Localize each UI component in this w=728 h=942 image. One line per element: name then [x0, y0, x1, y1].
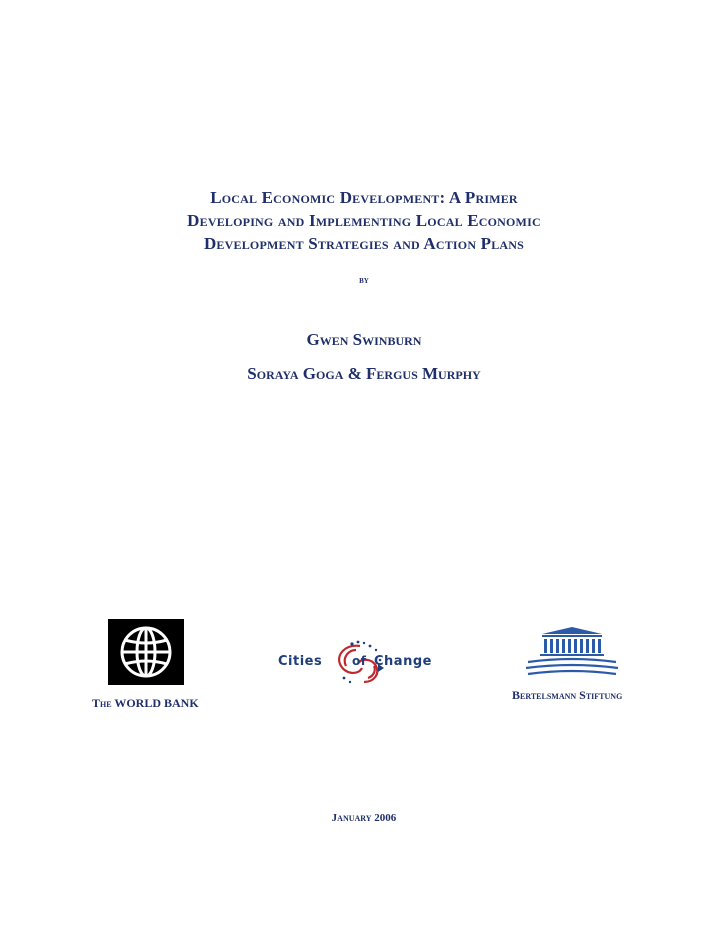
cities-of-change-logo	[278, 638, 442, 688]
coc-cities-text: Cities	[278, 654, 323, 669]
document-title	[0, 186, 728, 255]
publication-date: January 2006	[331, 812, 397, 824]
world-bank-label: The WORLD BANK	[92, 696, 199, 710]
building-icon	[522, 626, 622, 682]
title-line-1: Local Economic Development: A Primer	[210, 188, 518, 207]
title-line-3: Development Strategies and Action Plans	[203, 234, 525, 253]
title-line-2: Developing and Implementing Local Economic	[187, 211, 541, 230]
by-label: by	[359, 275, 369, 286]
globe-icon	[108, 619, 184, 685]
author-primary: Gwen Swinburn	[306, 330, 422, 349]
world-bank-logo	[108, 619, 184, 685]
bertelsmann-stiftung-logo	[522, 626, 622, 682]
author-secondary: Soraya Goga & Fergus Murphy	[247, 364, 481, 383]
coc-of-text: of	[352, 654, 367, 668]
bertelsmann-label: Bertelsmann Stiftung	[512, 688, 623, 702]
coc-change-text: Change	[374, 654, 432, 669]
